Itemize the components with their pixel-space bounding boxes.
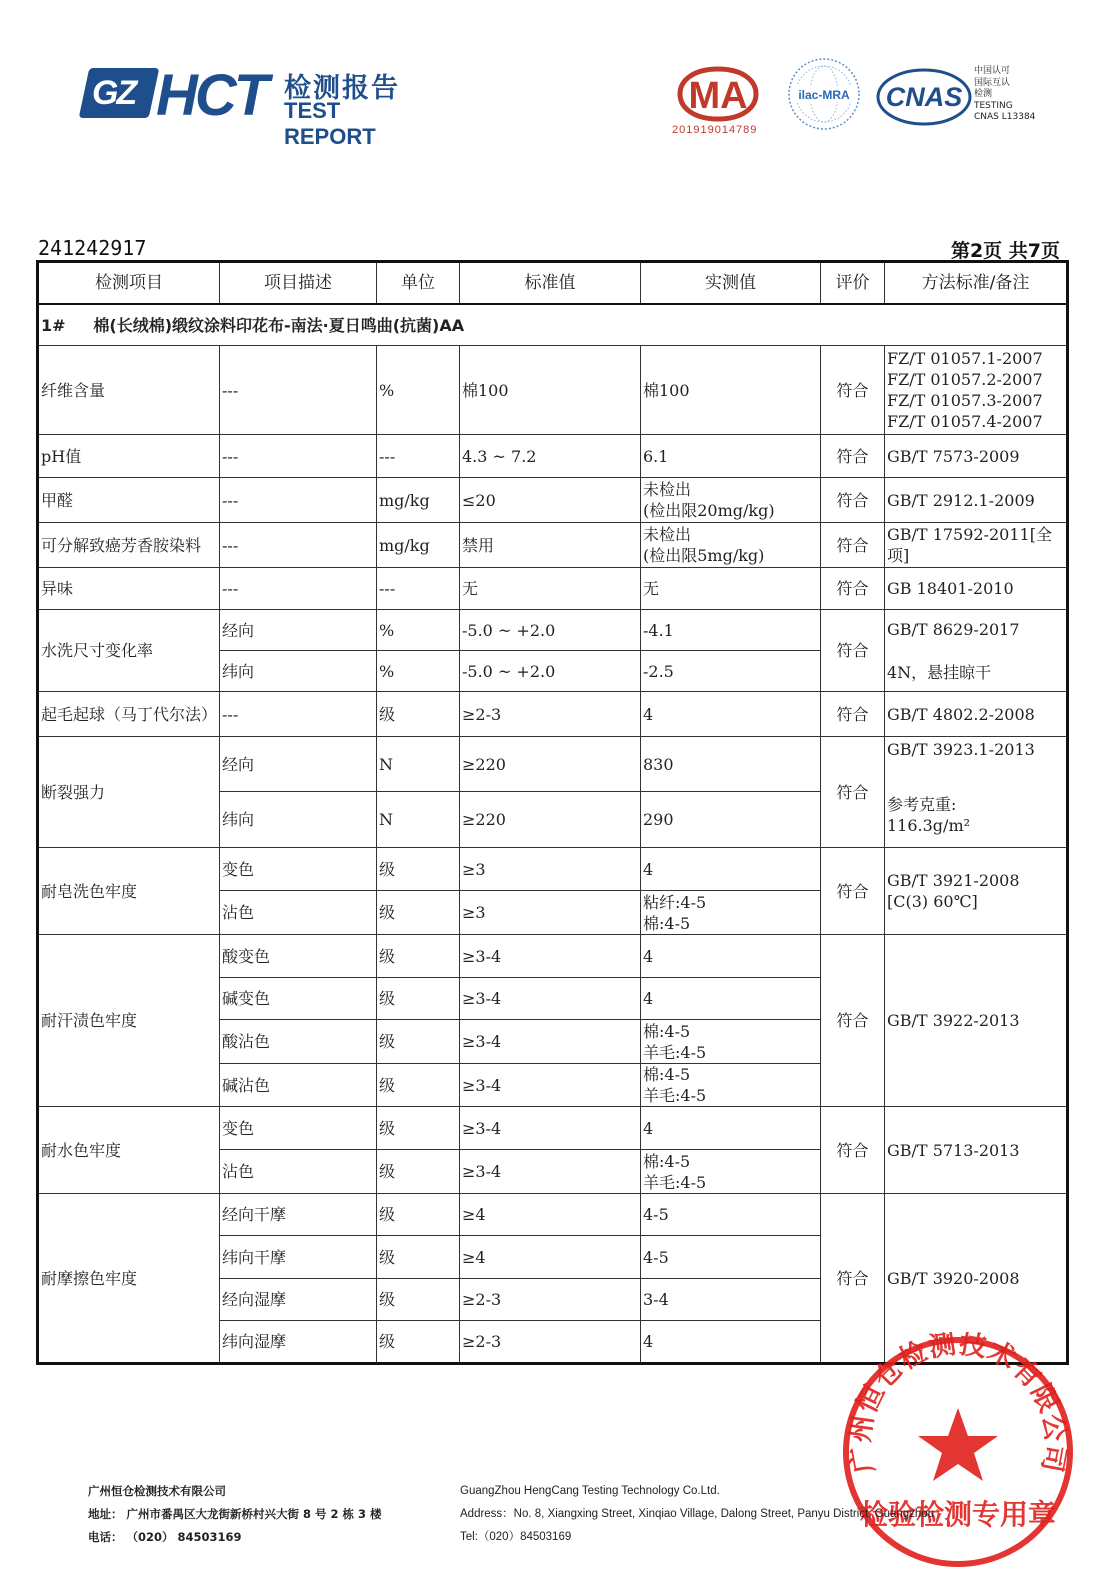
std-cell: ≥2-3 xyxy=(460,1321,641,1364)
eval-cell: 符合 xyxy=(821,523,885,568)
value-cell: 无 xyxy=(641,568,821,610)
desc-cell: 变色 xyxy=(220,848,377,891)
unit-cell: N xyxy=(377,737,460,792)
item-cell: 甲醛 xyxy=(38,478,220,523)
item-cell: 起毛起球（马丁代尔法） xyxy=(38,692,220,737)
eval-cell: 符合 xyxy=(821,610,885,692)
method-cell: GB/T 17592-2011[全项] xyxy=(885,523,1068,568)
unit-cell: 级 xyxy=(377,1279,460,1321)
value-cell: 4 xyxy=(641,935,821,978)
table-row xyxy=(38,935,1068,978)
table-row xyxy=(38,737,1068,792)
eval-cell: 符合 xyxy=(821,1107,885,1194)
unit-cell: 级 xyxy=(377,1064,460,1107)
std-cell: ≥3-4 xyxy=(460,1107,641,1150)
value-line: 羊毛:4-5 xyxy=(643,1086,707,1105)
value-line: 棉:4-5 xyxy=(643,1151,691,1171)
eval-cell: 符合 xyxy=(821,346,885,435)
method-cell xyxy=(885,346,1068,435)
footer-en xyxy=(460,1480,934,1549)
value-cell xyxy=(641,1150,821,1194)
footer-phone-cn: 电话： （020） 84503169 xyxy=(88,1530,242,1544)
header-cell: 方法标准/备注 xyxy=(885,262,1068,305)
method-cell: GB/T 4802.2-2008 xyxy=(885,692,1068,737)
cnas-caption xyxy=(974,66,1035,124)
desc-cell: 纬向 xyxy=(220,651,377,692)
method-line: GB/T 3923.1-2013 xyxy=(887,740,1035,759)
eval-cell: 符合 xyxy=(821,435,885,478)
value-cell: 3-4 xyxy=(641,1279,821,1321)
item-cell: 水洗尺寸变化率 xyxy=(38,610,220,692)
method-cell: GB 18401-2010 xyxy=(885,568,1068,610)
value-cell: 4-5 xyxy=(641,1194,821,1236)
desc-cell: 碱沾色 xyxy=(220,1064,377,1107)
desc-cell: 变色 xyxy=(220,1107,377,1150)
cnas-line: CNAS L13384 xyxy=(974,112,1036,122)
value-cell: 830 xyxy=(641,737,821,792)
eval-cell: 符合 xyxy=(821,478,885,523)
value-cell xyxy=(641,891,821,935)
hct-logo xyxy=(84,63,414,149)
unit-cell: 级 xyxy=(377,891,460,935)
unit-cell: N xyxy=(377,792,460,848)
method-line: FZ/T 01057.1-2007 xyxy=(887,349,1043,368)
desc-cell: 经向湿摩 xyxy=(220,1279,377,1321)
value-cell: 290 xyxy=(641,792,821,848)
cma-logo xyxy=(672,66,768,140)
unit-cell: --- xyxy=(377,568,460,610)
eval-cell: 符合 xyxy=(821,568,885,610)
header-cell: 单位 xyxy=(377,262,460,305)
value-cell: -4.1 xyxy=(641,610,821,651)
value-line: (检出限5mg/kg) xyxy=(643,546,765,565)
method-cell xyxy=(885,610,1068,692)
desc-cell: 经向干摩 xyxy=(220,1194,377,1236)
desc-cell: --- xyxy=(220,523,377,568)
unit-cell: 级 xyxy=(377,1236,460,1279)
item-cell: 耐摩擦色牢度 xyxy=(38,1194,220,1364)
table-row xyxy=(38,568,1068,610)
seal-bottom-text: 检验检测专用章 xyxy=(859,1498,1057,1531)
hct-logo-text: HCT xyxy=(156,63,267,128)
std-cell: ≥4 xyxy=(460,1236,641,1279)
footer-address-en: Address：No. 8, Xiangxing Street, Xinqiao Village, Dalong Street, Panyu District, Guangzhou xyxy=(460,1508,935,1520)
unit-cell: % xyxy=(377,346,460,435)
value-cell xyxy=(641,1064,821,1107)
item-cell: 耐汗渍色牢度 xyxy=(38,935,220,1107)
header-cell: 标准值 xyxy=(460,262,641,305)
report-title-cn: 检测报告 xyxy=(284,73,400,104)
method-line: [C(3) 60℃] xyxy=(887,892,978,911)
eval-cell: 符合 xyxy=(821,1194,885,1364)
table-row xyxy=(38,692,1068,737)
item-cell: 耐水色牢度 xyxy=(38,1107,220,1194)
table-row xyxy=(38,478,1068,523)
std-cell: 无 xyxy=(460,568,641,610)
desc-cell: 碱变色 xyxy=(220,978,377,1020)
method-cell xyxy=(885,737,1068,848)
table-row xyxy=(38,346,1068,435)
value-cell xyxy=(641,523,821,568)
footer-company-en: GuangZhou HengCang Testing Technology Co.Ltd. xyxy=(460,1485,720,1497)
seal-star-icon xyxy=(918,1408,998,1481)
value-line: 未检出 xyxy=(643,480,692,499)
unit-cell: 级 xyxy=(377,1194,460,1236)
report-title-en: TEST REPORT xyxy=(284,98,376,149)
method-cell: GB/T 7573-2009 xyxy=(885,435,1068,478)
value-cell: 4-5 xyxy=(641,1236,821,1279)
method-line: FZ/T 01057.3-2007 xyxy=(887,391,1043,410)
std-cell: ≥2-3 xyxy=(460,1279,641,1321)
std-cell: 禁用 xyxy=(460,523,641,568)
item-cell: 可分解致癌芳香胺染料 xyxy=(38,523,220,568)
method-line: 4N，悬挂晾干 xyxy=(887,662,992,682)
unit-cell: % xyxy=(377,610,460,651)
cnas-text: CNAS xyxy=(885,82,963,112)
std-cell: ≤20 xyxy=(460,478,641,523)
cnas-line: 中国认可 xyxy=(974,66,1011,76)
eval-cell: 符合 xyxy=(821,692,885,737)
cma-text: MA xyxy=(688,75,748,117)
desc-cell: --- xyxy=(220,478,377,523)
std-cell: ≥3-4 xyxy=(460,935,641,978)
unit-cell: --- xyxy=(377,435,460,478)
desc-cell: --- xyxy=(220,692,377,737)
std-cell: ≥220 xyxy=(460,792,641,848)
table-row xyxy=(38,848,1068,891)
method-line: FZ/T 01057.4-2007 xyxy=(887,412,1043,431)
value-cell xyxy=(641,1020,821,1064)
unit-cell: 级 xyxy=(377,692,460,737)
std-cell: ≥4 xyxy=(460,1194,641,1236)
cnas-line: 检测 xyxy=(974,89,993,99)
value-cell: 棉100 xyxy=(641,346,821,435)
unit-cell: 级 xyxy=(377,1321,460,1364)
footer-cn xyxy=(88,1480,382,1549)
std-cell: ≥3-4 xyxy=(460,1064,641,1107)
value-cell: 4 xyxy=(641,848,821,891)
unit-cell: mg/kg xyxy=(377,523,460,568)
desc-cell: 纬向干摩 xyxy=(220,1236,377,1279)
cma-number: 201919014789 xyxy=(672,124,758,136)
header-cell: 实测值 xyxy=(641,262,821,305)
item-cell: pH值 xyxy=(38,435,220,478)
method-line: GB/T 8629-2017 xyxy=(887,619,1020,639)
value-line: 羊毛:4-5 xyxy=(643,1042,707,1062)
value-line: (检出限20mg/kg) xyxy=(643,501,775,520)
value-line: 羊毛:4-5 xyxy=(643,1172,707,1192)
unit-cell: 级 xyxy=(377,978,460,1020)
desc-cell: --- xyxy=(220,435,377,478)
unit-cell: 级 xyxy=(377,1150,460,1194)
table-row xyxy=(38,523,1068,568)
ilac-mra-logo xyxy=(786,56,862,132)
page-indicator: 第2页 共7页 xyxy=(950,240,1060,262)
sample-title: 1# 棉(长绒棉)缎纹涂料印花布-南法·夏日鸣曲(抗菌)AA xyxy=(38,304,1068,346)
std-cell: ≥3-4 xyxy=(460,978,641,1020)
cnas-icon xyxy=(876,68,972,126)
cnas-logo xyxy=(876,66,1036,132)
std-cell: 4.3 ~ 7.2 xyxy=(460,435,641,478)
method-cell xyxy=(885,848,1068,935)
gz-logo-text: GZ xyxy=(92,74,136,112)
ilac-text: ilac-MRA xyxy=(798,88,850,102)
unit-cell: % xyxy=(377,651,460,692)
header-cell: 评价 xyxy=(821,262,885,305)
std-cell: ≥3 xyxy=(460,891,641,935)
value-cell: 4 xyxy=(641,978,821,1020)
desc-cell: 沾色 xyxy=(220,891,377,935)
footer-phone-en: Tel:（020）84503169 xyxy=(460,1531,572,1543)
value-cell: -2.5 xyxy=(641,651,821,692)
seal-top-text: 广州恒仓检测技术有限公司 xyxy=(845,1332,1071,1476)
std-cell: 棉100 xyxy=(460,346,641,435)
value-cell: 4 xyxy=(641,692,821,737)
method-line: FZ/T 01057.2-2007 xyxy=(887,370,1043,389)
cnas-line: 国际互认 xyxy=(974,77,1011,88)
std-cell: -5.0 ~ +2.0 xyxy=(460,651,641,692)
unit-cell: 级 xyxy=(377,848,460,891)
value-line: 粘纤:4-5 xyxy=(643,892,707,912)
method-line: 116.3g/m² xyxy=(887,816,971,835)
std-cell: ≥3-4 xyxy=(460,1020,641,1064)
eval-cell: 符合 xyxy=(821,737,885,848)
value-line: 棉:4-5 xyxy=(643,1021,691,1041)
value-cell: 6.1 xyxy=(641,435,821,478)
item-cell: 异味 xyxy=(38,568,220,610)
std-cell: ≥3 xyxy=(460,848,641,891)
method-cell: GB/T 3922-2013 xyxy=(885,935,1068,1107)
desc-cell: --- xyxy=(220,568,377,610)
value-line: 未检出 xyxy=(643,525,692,544)
table-row xyxy=(38,1194,1068,1236)
unit-cell: mg/kg xyxy=(377,478,460,523)
cnas-line: TESTING xyxy=(974,100,1013,111)
header-cell: 项目描述 xyxy=(220,262,377,305)
method-line: GB/T 3921-2008 xyxy=(887,871,1020,890)
report-number: 241242917 xyxy=(38,236,147,260)
desc-cell: 沾色 xyxy=(220,1150,377,1194)
item-cell: 断裂强力 xyxy=(38,737,220,848)
method-cell: GB/T 5713-2013 xyxy=(885,1107,1068,1194)
std-cell: ≥2-3 xyxy=(460,692,641,737)
desc-cell: 纬向湿摩 xyxy=(220,1321,377,1364)
unit-cell: 级 xyxy=(377,1107,460,1150)
unit-cell: 级 xyxy=(377,1020,460,1064)
value-cell: 4 xyxy=(641,1107,821,1150)
table-row xyxy=(38,1107,1068,1150)
cma-icon xyxy=(674,66,762,122)
method-cell: GB/T 3920-2008 xyxy=(885,1194,1068,1364)
header-cell: 检测项目 xyxy=(38,262,220,305)
item-cell: 耐皂洗色牢度 xyxy=(38,848,220,935)
std-cell: ≥220 xyxy=(460,737,641,792)
eval-cell: 符合 xyxy=(821,848,885,935)
desc-cell: 经向 xyxy=(220,610,377,651)
sample-title-row xyxy=(38,304,1068,346)
std-cell: -5.0 ~ +2.0 xyxy=(460,610,641,651)
value-line: 棉:4-5 xyxy=(643,1065,691,1084)
table-row xyxy=(38,435,1068,478)
std-cell: ≥3-4 xyxy=(460,1150,641,1194)
method-cell: GB/T 2912.1-2009 xyxy=(885,478,1068,523)
ilac-globe-icon xyxy=(786,56,862,132)
footer-company-cn: 广州恒仓检测技术有限公司 xyxy=(88,1484,226,1498)
method-line: 参考克重: xyxy=(887,795,957,814)
eval-cell: 符合 xyxy=(821,935,885,1107)
value-line: 棉:4-5 xyxy=(643,913,691,933)
desc-cell: 酸沾色 xyxy=(220,1020,377,1064)
test-results-table xyxy=(36,260,1069,1365)
desc-cell: --- xyxy=(220,346,377,435)
desc-cell: 纬向 xyxy=(220,792,377,848)
table-header-row xyxy=(38,262,1068,305)
desc-cell: 经向 xyxy=(220,737,377,792)
desc-cell: 酸变色 xyxy=(220,935,377,978)
table-row xyxy=(38,610,1068,651)
unit-cell: 级 xyxy=(377,935,460,978)
value-cell xyxy=(641,478,821,523)
value-cell: 4 xyxy=(641,1321,821,1364)
item-cell: 纤维含量 xyxy=(38,346,220,435)
footer-address-cn: 地址： 广州市番禺区大龙街新桥村兴大街 8 号 2 栋 3 楼 xyxy=(88,1507,382,1521)
